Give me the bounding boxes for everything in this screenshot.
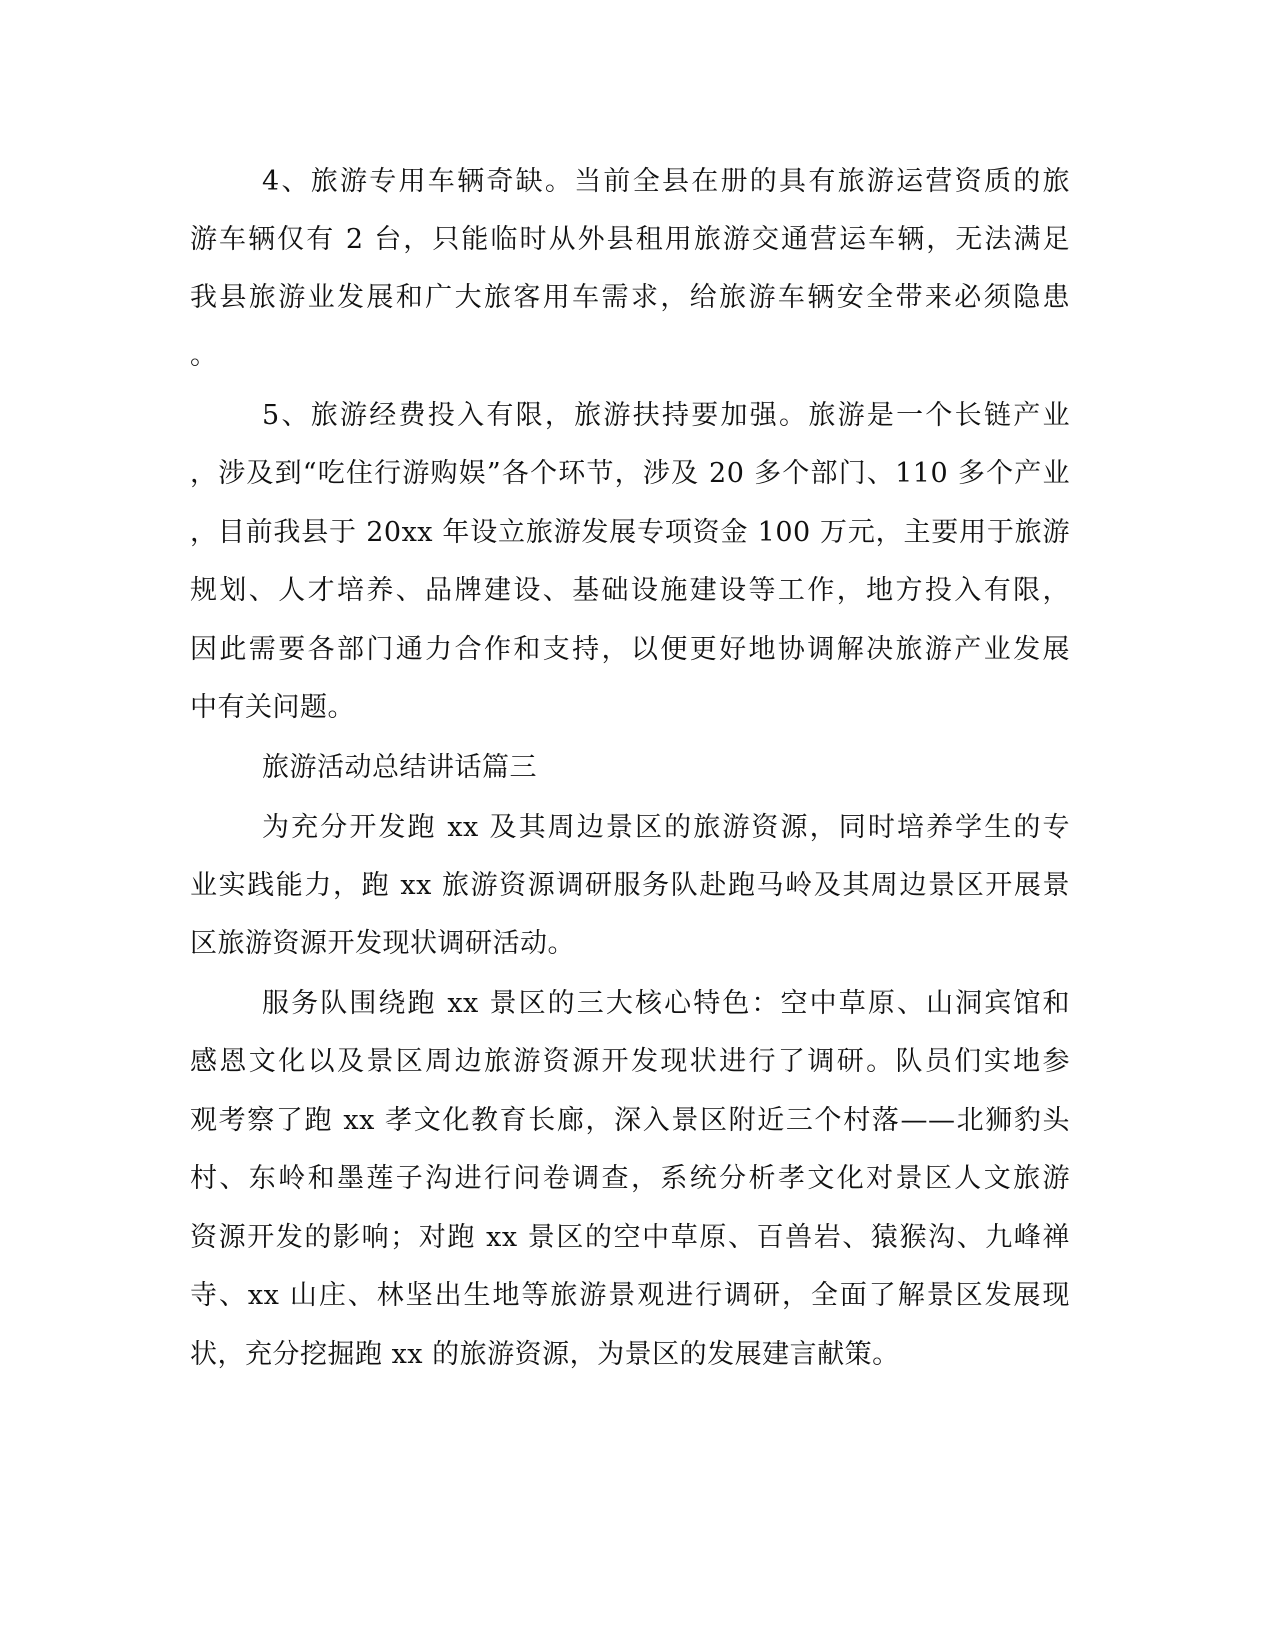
paragraph-7-line-6: 寺、xx 山庄、林坚出生地等旅游景观进行调研，全面了解景区发展现 — [190, 1280, 1070, 1311]
paragraph-7-line-1: 服务队围绕跑 xx 景区的三大核心特色：空中草原、山洞宾馆和 — [262, 988, 1070, 1019]
paragraph-4-line-3: 我县旅游业发展和广大旅客用车需求，给旅游车辆安全带来必须隐患 — [190, 282, 1070, 313]
paragraph-6-line-3: 区旅游资源开发现状调研活动。 — [190, 928, 575, 959]
paragraph-4-line-1: 4、旅游专用车辆奇缺。当前全县在册的具有旅游运营资质的旅 — [262, 166, 1070, 197]
paragraph-7-line-4: 村、东岭和墨莲子沟进行问卷调查，系统分析孝文化对景区人文旅游 — [190, 1163, 1070, 1194]
paragraph-5-line-2: ，涉及到“吃住行游购娱”各个环节，涉及 20 多个部门、110 多个产业 — [190, 458, 1070, 489]
paragraph-7-line-2: 感恩文化以及景区周边旅游资源开发现状进行了调研。队员们实地参 — [190, 1046, 1070, 1077]
paragraph-6-line-1: 为充分开发跑 xx 及其周边景区的旅游资源，同时培养学生的专 — [262, 812, 1070, 843]
paragraph-5-line-4: 规划、人才培养、品牌建设、基础设施建设等工作，地方投入有限， — [190, 575, 1070, 606]
paragraph-4-line-2: 游车辆仅有 2 台，只能临时从外县租用旅游交通营运车辆，无法满足 — [190, 224, 1070, 255]
paragraph-4-line-4: 。 — [190, 340, 218, 371]
paragraph-5-line-6: 中有关问题。 — [190, 692, 355, 723]
paragraph-7-line-5: 资源开发的影响；对跑 xx 景区的空中草原、百兽岩、猿猴沟、九峰禅 — [190, 1222, 1070, 1253]
paragraph-7-line-3: 观考察了跑 xx 孝文化教育长廊，深入景区附近三个村落——北狮豹头 — [190, 1105, 1070, 1136]
paragraph-5-line-1: 5、旅游经费投入有限，旅游扶持要加强。旅游是一个长链产业 — [262, 400, 1070, 431]
paragraph-6-line-2: 业实践能力，跑 xx 旅游资源调研服务队赴跑马岭及其周边景区开展景 — [190, 870, 1070, 901]
section-heading: 旅游活动总结讲话篇三 — [262, 752, 537, 783]
paragraph-5-line-3: ，目前我县于 20xx 年设立旅游发展专项资金 100 万元，主要用于旅游 — [190, 517, 1070, 548]
paragraph-7-line-7: 状，充分挖掘跑 xx 的旅游资源，为景区的发展建言献策。 — [190, 1339, 900, 1370]
paragraph-5-line-5: 因此需要各部门通力合作和支持，以便更好地协调解决旅游产业发展 — [190, 634, 1070, 665]
